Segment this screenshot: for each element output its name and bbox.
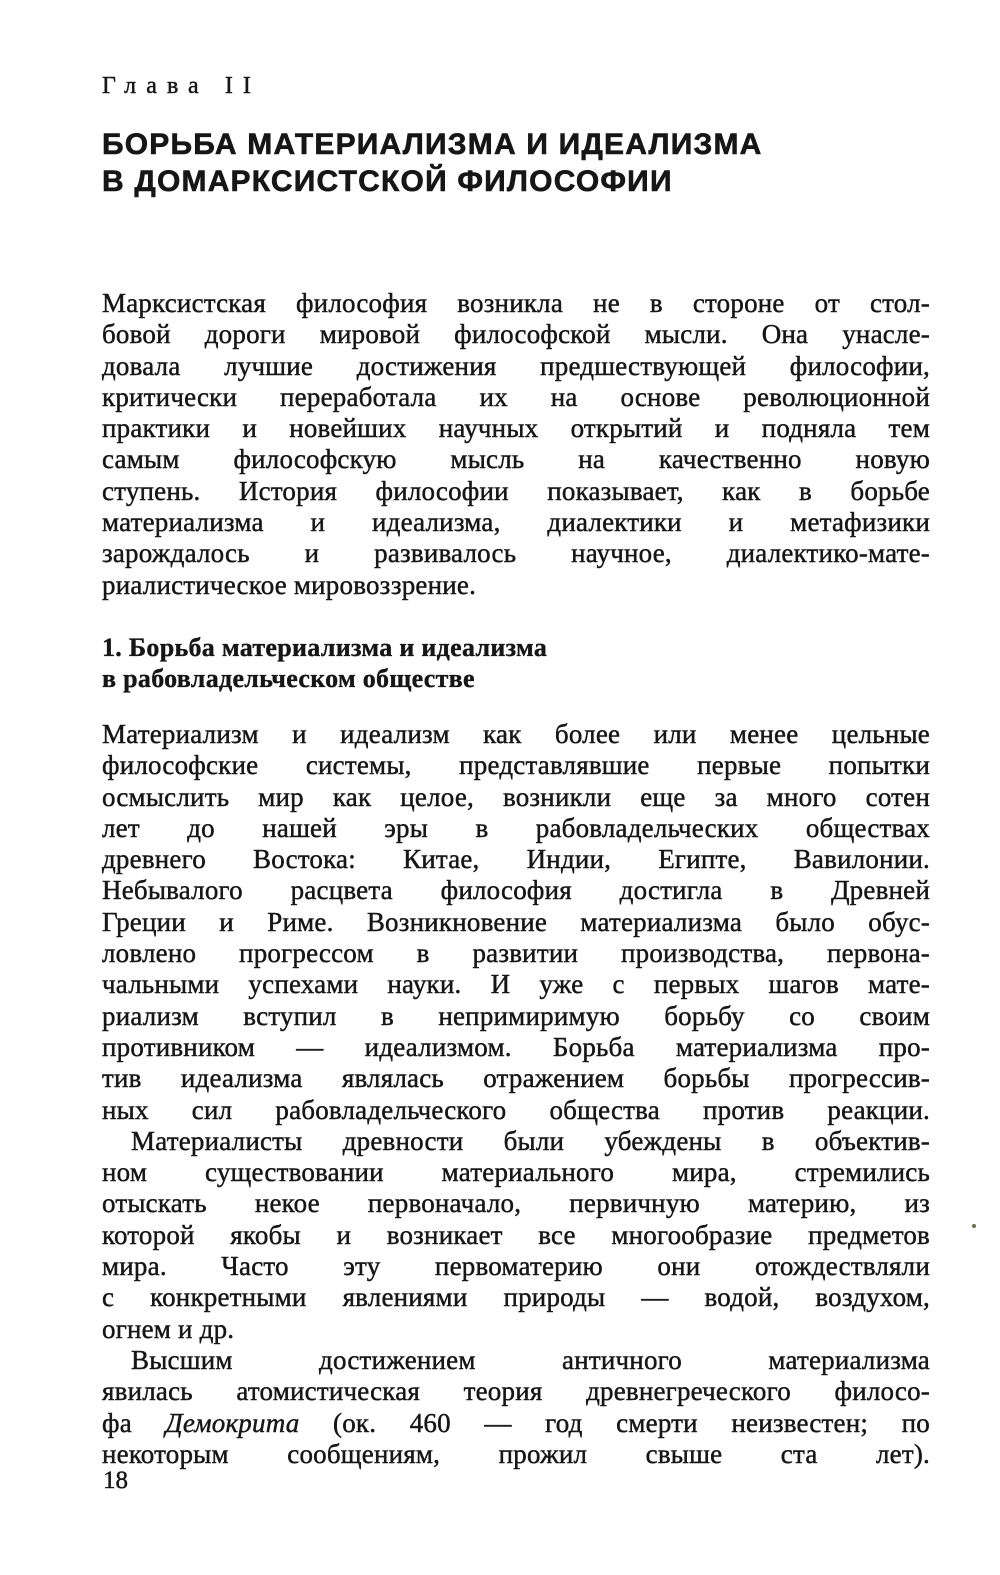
text-line: Материализм и идеализм как более или менее цельные: [102, 718, 930, 749]
paragraph-democritus: [102, 1345, 930, 1470]
heading-line: 1. Борьба материализма и идеализма: [102, 632, 548, 662]
text-line: некоторым сообщениям, прожил свыше ста лет).: [102, 1438, 930, 1469]
chapter-title: [102, 126, 930, 200]
paragraph-ancient-materialists: [102, 1126, 930, 1345]
page-number: 18: [103, 1467, 128, 1494]
text-line: лет до нашей эры в рабовладельческих обществах: [102, 812, 930, 843]
text-line: чальными успехами науки. И уже с первых шагов мате-: [102, 969, 930, 1000]
text-line: самым философскую мысль на качественно новую: [102, 444, 930, 475]
chapter-title-line-2: В ДОМАРКСИСТСКОЙ ФИЛОСОФИИ: [102, 165, 673, 198]
text-line: явилась атомистическая теория древнегреческого филосо-: [102, 1376, 930, 1407]
text-line: отыскать некое первоначало, первичную материю, из: [102, 1188, 930, 1219]
text-line: Марксистская философия возникла не в стороне от стол-: [102, 288, 930, 318]
intro-paragraph: [102, 288, 930, 601]
text-column: [102, 73, 930, 1470]
text-line: риалистическое мировоззрение.: [102, 569, 477, 600]
heading-line: в рабовладельческом обществе: [102, 663, 475, 693]
section-1-heading: [102, 632, 930, 694]
text-line: Материалисты древности были убеждены в объектив-: [131, 1125, 930, 1156]
chapter-label: Глава II: [102, 73, 261, 99]
text-line: древнего Востока: Китае, Индии, Египте, Вавилонии.: [102, 844, 930, 875]
text-line: фа Демокрита (ок. 460 — год смерти неизвестен; по: [102, 1407, 930, 1438]
text-line: Греции и Риме. Возникновение материализма было обус-: [102, 906, 930, 937]
text-line: бовой дороги мировой философской мысли. Она унасле-: [102, 319, 930, 350]
paragraph-ancient-materialism: [102, 719, 930, 1126]
text-line: тив идеализма являлась отражением борьбы прогрессив-: [102, 1063, 930, 1094]
text-line: ном существовании материального мира, стремились: [102, 1157, 930, 1188]
text-line: материализма и идеализма, диалектики и метафизики: [102, 507, 930, 538]
text-block: [102, 288, 930, 1470]
text-line: риализм вступил в непримиримую борьбу со своим: [102, 1000, 930, 1031]
text-line: практики и новейших научных открытий и подняла тем: [102, 413, 930, 444]
text-line: ступень. История философии показывает, как в борьбе: [102, 475, 930, 506]
text-line: огнем и др.: [102, 1313, 235, 1344]
text-line: зарождалось и развивалось научное, диалектико-мате-: [102, 538, 930, 569]
text-line: с конкретными явлениями природы — водой, воздухом,: [102, 1282, 930, 1313]
text-line: противником — идеализмом. Борьба материализма про-: [102, 1031, 930, 1062]
text-line: мира. Часто эту первоматерию они отождествляли: [102, 1251, 930, 1282]
text-line: Высшим достижением античного материализма: [131, 1344, 930, 1375]
text-line: ловлено прогрессом в развитии производства, первона-: [102, 938, 930, 969]
text-line: которой якобы и возникает все многообразие предметов: [102, 1219, 930, 1250]
text-line: ных сил рабовладельческого общества против реакции.: [102, 1094, 930, 1125]
chapter-title-line-1: БОРЬБА МАТЕРИАЛИЗМА И ИДЕАЛИЗМА: [102, 128, 763, 161]
text-line: довала лучшие достижения предшествующей философии,: [102, 350, 930, 381]
text-line: критически переработала их на основе революционной: [102, 381, 930, 412]
text-line: философские системы, представлявшие первые попытки: [102, 750, 930, 781]
text-line: Небывалого расцвета философия достигла в Древней: [102, 875, 930, 906]
scan-speck: [972, 1224, 976, 1228]
text-line: осмыслить мир как целое, возникли еще за много сотен: [102, 781, 930, 812]
